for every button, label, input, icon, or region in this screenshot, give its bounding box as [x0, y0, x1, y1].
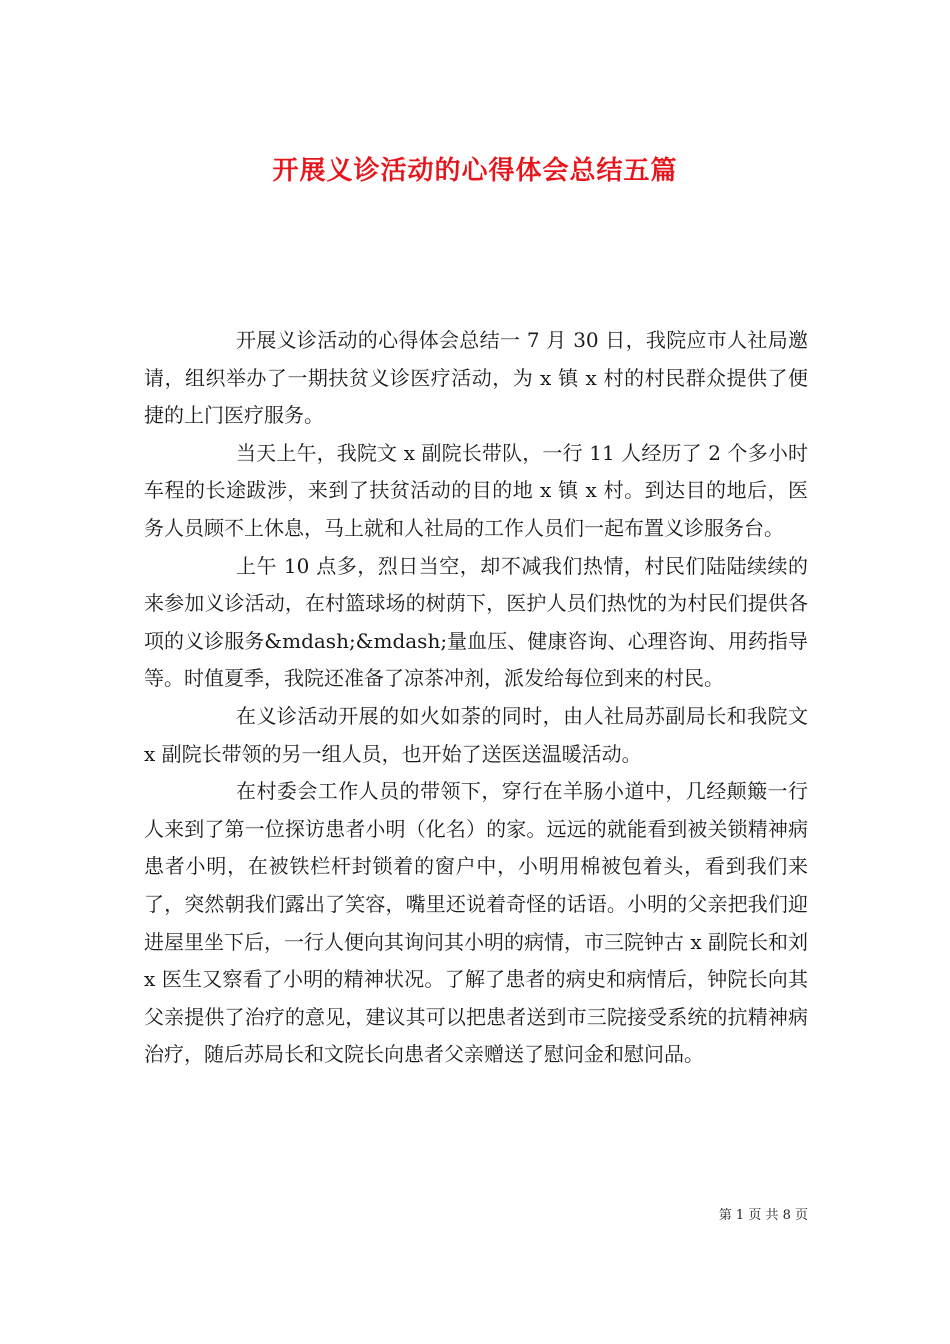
page-title: 开展义诊活动的心得体会总结五篇 [272, 156, 678, 187]
document-body [144, 322, 808, 1074]
paragraph-5: 在村委会工作人员的带领下，穿行在羊肠小道中，几经颠簸一行人来到了第一位探访患者小明（化名）的家。远远的就能看到被关锁精神病患者小明，在被铁栏杆封锁着的窗户中，小明用棉被包着头，看到我们来了，突然朝我们露出了笑容，嘴里还说着奇怪的话语。小明的父亲把我们迎进屋里坐下后，一行人便向其询问其小明的病情，市三院钟古 x 副院长和刘 x 医生又察看了小明的精神状况。了解了患者的病史和病情后，钟院长向其父亲提供了治疗的意见，建议其可以把患者送到市三院接受系统的抗精神病治疗，随后苏局长和文院长向患者父亲赠送了慰问金和慰问品。 [144, 779, 808, 1067]
paragraph-3: 上午 10 点多，烈日当空，却不减我们热情，村民们陆陆续续的来参加义诊活动，在村篮球场的树荫下，医护人员们热忱的为村民们提供各项的义诊服务&mdash;&mdash;量血压、健康咨询、心理咨询、用药指导等。时值夏季，我院还准备了凉茶冲剂，派发给每位到来的村民。 [144, 553, 808, 691]
paragraph-4: 在义诊活动开展的如火如荼的同时，由人社局苏副局长和我院文 x 副院长带领的另一组人员，也开始了送医送温暖活动。 [144, 703, 808, 766]
page-number-footer: 第 1 页 共 8 页 [718, 1208, 808, 1223]
paragraph-1: 开展义诊活动的心得体会总结一 7 月 30 日，我院应市人社局邀请，组织举办了一期扶贫义诊医疗活动，为 x 镇 x 村的村民群众提供了便捷的上门医疗服务。 [144, 328, 808, 428]
paragraph-2: 当天上午，我院文 x 副院长带队，一行 11 人经历了 2 个多小时车程的长途跋涉，来到了扶贫活动的目的地 x 镇 x 村。到达目的地后，医务人员顾不上休息，马上就和人社局的工作人员们一起布置义诊服务台。 [144, 440, 808, 540]
